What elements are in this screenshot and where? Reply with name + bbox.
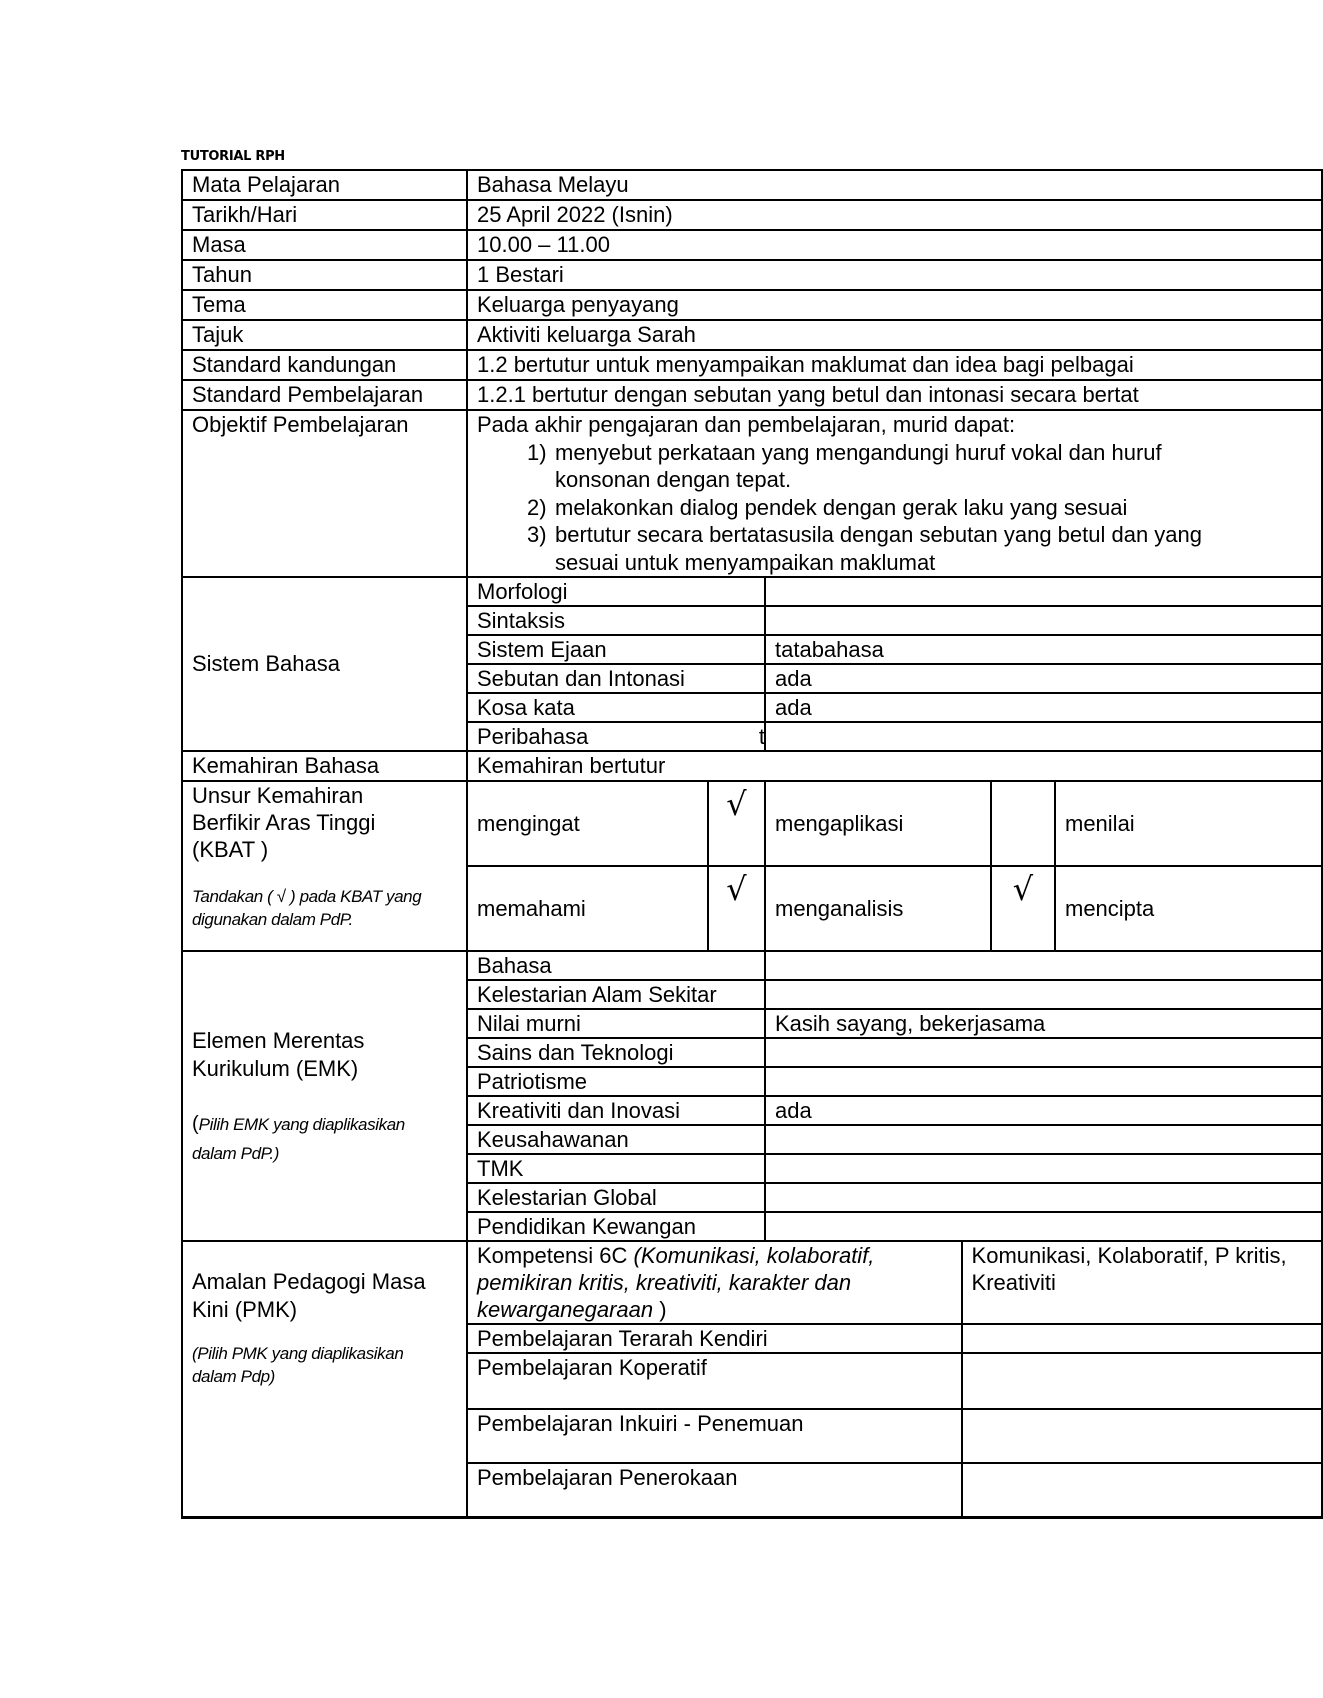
row-tahun — [182, 260, 1322, 290]
objektif-text: bertutur secara bertatasusila dengan sebutan yang betul dan yang sesuai untuk menyampaikan maklumat — [555, 522, 1203, 575]
emk-label: TMK — [468, 1154, 765, 1183]
kbat-item-mengingat: mengingat — [477, 810, 580, 836]
emk-value — [765, 1154, 1321, 1183]
label-tajuk: Tajuk — [182, 320, 467, 350]
pmk-kompetensi-cell — [468, 1242, 962, 1324]
emk-value — [765, 1212, 1321, 1240]
kbat-cell — [467, 781, 1322, 951]
pmk-label-cell — [182, 1241, 467, 1518]
row-tajuk — [182, 320, 1322, 350]
objektif-list — [477, 439, 1227, 577]
kbat-item-mencipta: mencipta — [1055, 866, 1321, 950]
emk-value: Kasih sayang, bekerjasama — [765, 1009, 1321, 1038]
emk-value: ada — [765, 1096, 1321, 1125]
sistem-bahasa-label: Sebutan dan Intonasi — [468, 664, 765, 693]
objektif-intro: Pada akhir pengajaran dan pembelajaran, murid dapat: — [477, 412, 1016, 437]
label-masa: Masa — [182, 230, 467, 260]
row-emk — [182, 951, 1322, 1241]
label-tahun: Tahun — [182, 260, 467, 290]
objektif-num: 3) — [527, 522, 547, 547]
label-emk: Elemen Merentas Kurikulum (EMK) — [192, 1027, 365, 1081]
pmk-value — [962, 1324, 1321, 1353]
value-standard-kandungan: 1.2 bertutur untuk menyampaikan maklumat dan idea bagi pelbagai — [467, 350, 1322, 380]
value-standard-pembelajaran: 1.2.1 bertutur dengan sebutan yang betul dan intonasi secara bertat — [467, 380, 1322, 410]
emk-label: Bahasa — [468, 952, 765, 980]
kbat-item-menganalisis: menganalisis — [765, 866, 991, 950]
row-standard-kandungan — [182, 350, 1322, 380]
emk-label: Patriotisme — [468, 1067, 765, 1096]
pmk-value — [962, 1463, 1321, 1516]
kbat-label-cell — [182, 781, 467, 951]
pmk-label: Pembelajaran Terarah Kendiri — [468, 1324, 962, 1353]
kbat-check-menganalisis[interactable]: √ — [991, 866, 1055, 950]
emk-row — [468, 1183, 1321, 1212]
row-standard-pembelajaran — [182, 380, 1322, 410]
kbat-check-mengaplikasi[interactable] — [991, 782, 1055, 866]
emk-label: Keusahawanan — [468, 1125, 765, 1154]
sistem-bahasa-label: Sistem Ejaan — [468, 635, 765, 664]
label-standard-kandungan: Standard kandungan — [182, 350, 467, 380]
row-masa — [182, 230, 1322, 260]
value-tarikh: 25 April 2022 (Isnin) — [467, 200, 1322, 230]
sistem-bahasa-value — [765, 722, 1321, 750]
emk-value — [765, 980, 1321, 1009]
sistem-bahasa-table — [468, 578, 1321, 750]
kbat-item-memahami: memahami — [468, 866, 708, 950]
pmk-note: (Pilih PMK yang diaplikasikan dalam Pdp) — [192, 1344, 404, 1386]
label-kemahiran-bahasa: Kemahiran Bahasa — [182, 751, 467, 781]
row-mata-pelajaran — [182, 170, 1322, 200]
pmk-row — [468, 1242, 1321, 1324]
emk-label: Nilai murni — [468, 1009, 765, 1038]
objektif-cell — [467, 410, 1322, 577]
value-tema: Keluarga penyayang — [467, 290, 1322, 320]
value-mata-pelajaran: Bahasa Melayu — [467, 170, 1322, 200]
label-sistem-bahasa: Sistem Bahasa — [182, 577, 467, 751]
pmk-label: Pembelajaran Koperatif — [468, 1353, 962, 1409]
label-kbat: Unsur Kemahiran Berfikir Aras Tinggi (KBAT ) — [192, 783, 376, 862]
label-tema: Tema — [182, 290, 467, 320]
objektif-item — [527, 439, 1227, 494]
label-tarikh: Tarikh/Hari — [182, 200, 467, 230]
value-tahun: 1 Bestari — [467, 260, 1322, 290]
value-kemahiran-bahasa: Kemahiran bertutur — [467, 751, 1322, 781]
emk-value — [765, 952, 1321, 980]
sistem-bahasa-row — [468, 664, 1321, 693]
row-kemahiran-bahasa — [182, 751, 1322, 781]
rph-table — [181, 169, 1323, 1519]
emk-note-block — [192, 1109, 442, 1166]
emk-label: Pendidikan Kewangan — [477, 1214, 696, 1239]
sistem-bahasa-label: Peribahasa — [477, 724, 589, 749]
pmk-label: Pembelajaran Penerokaan — [477, 1465, 738, 1490]
sistem-bahasa-row — [468, 635, 1321, 664]
pmk-cell — [467, 1241, 1322, 1518]
kbat-row — [468, 866, 1321, 950]
emk-row — [468, 952, 1321, 980]
pmk-kompetensi-close: ) — [653, 1297, 667, 1322]
pmk-label: Pembelajaran Inkuiri - Penemuan — [468, 1409, 962, 1463]
pmk-value — [962, 1353, 1321, 1409]
emk-value — [765, 1038, 1321, 1067]
row-tarikh — [182, 200, 1322, 230]
emk-label: Kelestarian Global — [468, 1183, 765, 1212]
emk-row — [468, 1154, 1321, 1183]
objektif-num: 1) — [527, 439, 547, 465]
emk-label-cell — [182, 951, 467, 1241]
row-objektif — [182, 410, 1322, 577]
kbat-note: Tandakan ( √ ) pada KBAT yang digunakan dalam PdP. — [192, 887, 422, 929]
emk-note-paren: ( — [192, 1112, 199, 1135]
kbat-item-mengaplikasi: mengaplikasi — [765, 782, 991, 866]
sistem-bahasa-cell — [467, 577, 1322, 751]
emk-row — [468, 1067, 1321, 1096]
sistem-bahasa-value — [765, 578, 1321, 606]
sistem-bahasa-value: ada — [765, 693, 1321, 722]
pmk-row — [468, 1463, 1321, 1516]
label-objektif: Objektif Pembelajaran — [182, 410, 467, 577]
objektif-item — [527, 521, 1227, 576]
objektif-num: 2) — [527, 494, 547, 520]
emk-row — [468, 1038, 1321, 1067]
sistem-bahasa-row — [468, 578, 1321, 606]
emk-cell — [467, 951, 1322, 1241]
emk-label: Kelestarian Alam Sekitar — [468, 980, 765, 1009]
kbat-check-memahami[interactable]: √ — [708, 866, 765, 950]
row-sistem-bahasa — [182, 577, 1322, 751]
emk-value — [765, 1067, 1321, 1096]
value-masa: 10.00 – 11.00 — [467, 230, 1322, 260]
kbat-check-mengingat[interactable]: √ — [708, 782, 765, 866]
emk-table — [468, 952, 1321, 1240]
emk-note: Pilih EMK yang diaplikasikan dalam PdP.) — [192, 1114, 405, 1163]
pmk-kompetensi-label: Kompetensi 6C — [477, 1243, 634, 1268]
label-pmk: Amalan Pedagogi Masa Kini (PMK) — [192, 1269, 426, 1322]
label-mata-pelajaran: Mata Pelajaran — [182, 170, 467, 200]
kbat-item-menilai: menilai — [1055, 782, 1321, 866]
emk-row — [468, 1125, 1321, 1154]
sistem-bahasa-value — [765, 606, 1321, 635]
row-kbat — [182, 781, 1322, 951]
kbat-table — [468, 782, 1321, 950]
pmk-kompetensi-italic: (Komunikasi, kolaboratif, pemikiran kritis, kreativiti, karakter dan kewarganegaraan — [477, 1243, 875, 1322]
emk-row — [468, 1009, 1321, 1038]
pmk-value — [962, 1409, 1321, 1463]
sistem-bahasa-row — [468, 722, 1321, 750]
objektif-item — [527, 494, 1227, 522]
sistem-bahasa-label: Kosa kata — [468, 693, 765, 722]
objektif-text: melakonkan dialog pendek dengan gerak laku yang sesuai — [555, 494, 1128, 520]
emk-value — [765, 1125, 1321, 1154]
page-title: TUTORIAL RPH — [181, 149, 285, 164]
pmk-row — [468, 1409, 1321, 1463]
sistem-bahasa-value: ada — [765, 664, 1321, 693]
pmk-table — [468, 1242, 1321, 1516]
emk-value — [765, 1183, 1321, 1212]
kbat-row — [468, 782, 1321, 866]
row-pmk — [182, 1241, 1322, 1518]
row-tema — [182, 290, 1322, 320]
sistem-bahasa-row — [468, 606, 1321, 635]
pmk-row — [468, 1324, 1321, 1353]
stray-mark: t — [758, 724, 765, 749]
sistem-bahasa-label: Sintaksis — [468, 606, 765, 635]
sistem-bahasa-label: Morfologi — [468, 578, 765, 606]
pmk-kompetensi-value: Komunikasi, Kolaboratif, P kritis, Kreativiti — [962, 1242, 1321, 1324]
emk-row — [468, 1096, 1321, 1125]
sistem-bahasa-value: tatabahasa — [765, 635, 1321, 664]
emk-label: Sains dan Teknologi — [468, 1038, 765, 1067]
emk-row — [468, 980, 1321, 1009]
sistem-bahasa-row — [468, 693, 1321, 722]
emk-label: Kreativiti dan Inovasi — [468, 1096, 765, 1125]
sistem-bahasa-label-cell — [468, 722, 765, 750]
label-standard-pembelajaran: Standard Pembelajaran — [182, 380, 467, 410]
value-tajuk: Aktiviti keluarga Sarah — [467, 320, 1322, 350]
objektif-text: menyebut perkataan yang mengandungi huruf vokal dan huruf konsonan dengan tepat. — [555, 439, 1162, 492]
pmk-row — [468, 1353, 1321, 1409]
emk-row — [468, 1212, 1321, 1240]
